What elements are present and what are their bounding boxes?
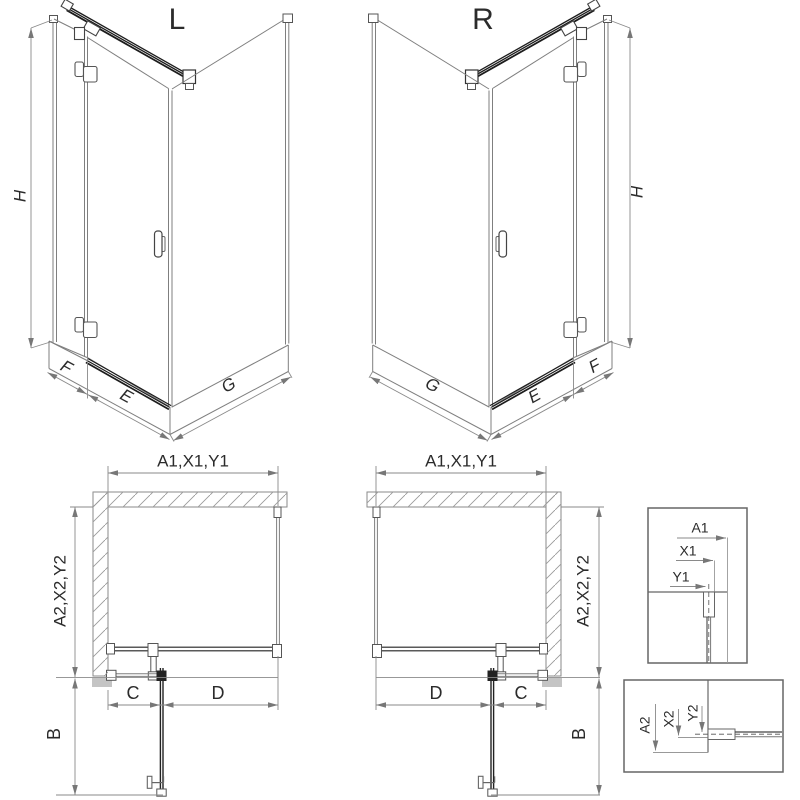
dim-label-A2-right: A2,X2,Y2 (573, 555, 593, 627)
dim-label-G-right: G (422, 373, 443, 397)
dim-label-B-right: B (568, 727, 589, 741)
dim-label-A2-left: A2,X2,Y2 (50, 555, 70, 627)
wall-hatch-side-right-plan (546, 492, 561, 676)
detail-label-A2: A2 (636, 716, 653, 734)
dim-label-A1-left: A1,X1,Y1 (157, 451, 229, 471)
plan-geometry-left (92, 466, 287, 796)
iso-geometry-right (369, 0, 631, 442)
detail-view-top (648, 508, 747, 663)
dim-label-B-left: B (43, 727, 64, 741)
dim-label-C-right: C (514, 682, 528, 703)
detail-view-bottom (624, 680, 783, 772)
dim-label-E-left: E (116, 385, 137, 408)
dim-label-D-left: D (211, 682, 225, 703)
door-handle-plan-right (478, 776, 494, 788)
wall-hatch-side-left-plan (93, 492, 108, 676)
wall-hatch-top-left-plan (93, 492, 287, 507)
detail-label-A1: A1 (691, 519, 709, 536)
version-label-right: R (472, 2, 494, 36)
detail-label-Y1: Y1 (672, 568, 690, 585)
iso-view-left (10, 0, 292, 442)
detail-label-X1: X1 (679, 542, 697, 559)
door-handle-plan-left (147, 776, 163, 788)
dim-label-H-right: H (627, 185, 647, 199)
dim-label-C-left: C (126, 682, 140, 703)
detail-label-Y2: Y2 (684, 704, 701, 722)
dim-label-D-right: D (429, 682, 443, 703)
plan-geometry-right (367, 466, 562, 796)
iso-geometry-left (31, 0, 293, 442)
dim-label-E-right: E (524, 385, 545, 408)
plan-view-left (44, 451, 287, 796)
detail-label-X2: X2 (660, 710, 677, 728)
iso-view-right (369, 0, 647, 442)
wall-hatch-top-right-plan (367, 492, 561, 507)
version-label-left: L (168, 2, 186, 36)
dim-label-A1-right: A1,X1,Y1 (425, 451, 497, 471)
dim-label-F-left: F (57, 356, 76, 378)
dim-label-G-left: G (218, 373, 239, 397)
dim-label-F-right: F (585, 355, 604, 377)
dim-label-H-left: H (10, 189, 30, 203)
plan-view-right (367, 451, 604, 796)
